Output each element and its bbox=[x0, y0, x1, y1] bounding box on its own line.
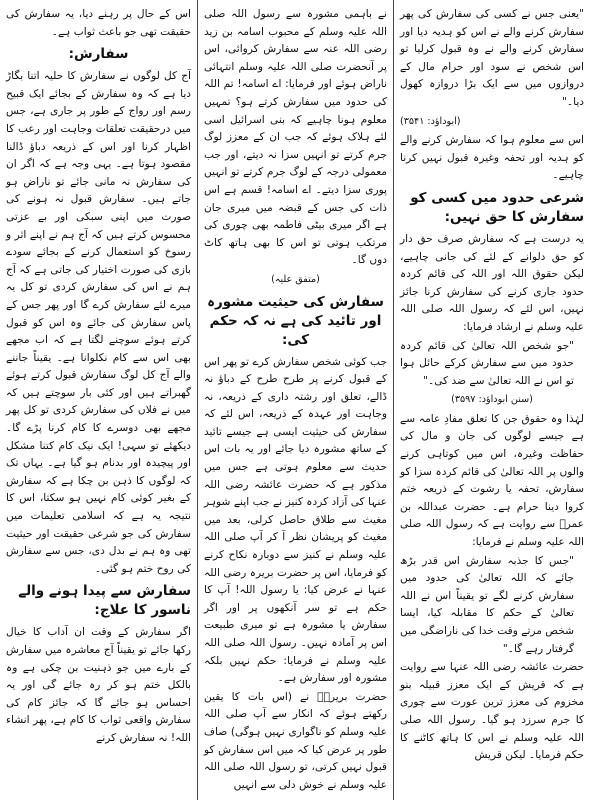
column-right bbox=[394, 0, 590, 800]
section-heading: سفارش کی حیثیت مشورہ اور تائید کی ہے نہ کہ حکم کی: bbox=[207, 293, 384, 348]
paragraph: حضرت عائشہ رضی اللہ عنہا سے روایت ہے کہ قریش کے ایک معزز قبیلہ بنو مخزوم کی معزز ترین عورت سے چوری کا جرم سرزد ہو گیا۔ رسول اللہ صلی اللہ علیہ وسلم نے اس کا ہاتھ کاٹنے کا حکم فرمایا۔ لیکن قریش bbox=[400, 661, 584, 762]
column-middle bbox=[197, 0, 394, 800]
hadith-quote: "جس کا جذبہ سفارش اس قدر بڑھ جائے کہ اللہ تعالیٰ کی حدود میں سفارش کرنے لگے تو یقیناً اس نے اللہ تعالیٰ کے حکم کا مقابلہ کیا، ایسا شخص مرتے وقت خدا کی ناراضگی میں گرفتار رہے گا۔" bbox=[400, 554, 574, 655]
paragraph: اس سے معلوم ہوا کہ سفارش کرنے والے کو ہدیہ اور تحفہ وغیرہ قبول نہیں کرنا چاہیے۔ bbox=[400, 134, 584, 182]
section-heading: سفارش: bbox=[68, 46, 129, 63]
hadith-quote: "جو شخص اللہ تعالیٰ کی قائم کردہ حدود میں سے سفارش کرکے حائل ہوا تو اس نے اللہ تعالیٰ سے ضد کی۔" bbox=[400, 339, 574, 387]
paragraph: حضرت بریرہؓ نے (اس بات کا یقین رکھتے ہوئے کہ انکار سے آپ صلی اللہ علیہ وسلم کو ناگواری نہیں ہوگی) صاف طور پر عرض کیا کہ میں اس سفارش کو قبول نہیں کرتی، تو رسول اللہ صلی اللہ علیہ وسلم نے خوش دلی سے انہیں bbox=[204, 690, 387, 791]
reference: (سنن ابوداؤد: ۳۵۹۷) bbox=[451, 394, 533, 406]
reference: (متفق علیہ) bbox=[271, 273, 320, 285]
paragraph: "یعنی جس نے کسی کی سفارش کی پھر سفارش کرنے والے نے اس کو ہدیہ دیا اور سفارش کرنے والے نے وہ قبول کرلیا تو اس شخص نے سود اور حرام مال کے دروازوں میں سے ایک بڑا دروازہ کھول دیا۔" bbox=[400, 8, 584, 108]
column-left bbox=[0, 0, 197, 800]
reference: (ابوداؤد: ۳۵۴۱) bbox=[400, 115, 461, 127]
paragraph: یہ درست ہے کہ سفارش صرف حق دار کو حق دلوانے کے لئے کی جانی چاہیے، لیکن حقوق اللہ اور اللہ کی قائم کردہ حدود جاری کرنے کی سفارش کرنا جائز نہیں، اس لئے کہ رسول اللہ صلی اللہ علیہ وسلم نے ارشاد فرمایا: bbox=[400, 232, 584, 333]
section-heading: شرعی حدود میں کسی کو سفارش کا حق نہیں: bbox=[410, 189, 584, 225]
paragraph: اس کے حال پر رہنے دیا، یہ سفارش کی حقیقت تھی جو باعث ثواب ہے۔ bbox=[6, 8, 191, 38]
paragraph: اگر سفارش کے وقت ان آداب کا خیال رکھا جائے تو یقیناً آج معاشرہ میں سفارش کے بارے میں جو ذہنیت بن چکی ہے وہ بالکل ختم ہو کر رہ جائے گی اور یہ احساس ہو جائے گا کہ جائز کام کی سفارش واقعی ثواب کا کام ہے، پھر انشاء اللہ! نہ سفارش کرنے bbox=[6, 626, 191, 744]
paragraph: لہٰذا وہ حقوق جن کا تعلق مفادِ عامہ سے ہے جیسے لوگوں کی جان و مال کی حفاظت وغیرہ، اس میں کوتاہی کرنے والوں پر اللہ تعالیٰ کی قائم کردہ سزا کو سفارش، تحفہ یا رشوت کے ذریعہ ختم کروا دینا حرام ہے۔ حضرت عبداللہ بن عمرؓ سے روایت ہے کہ رسول اللہ صلی اللہ علیہ وسلم نے فرمایا: bbox=[400, 412, 584, 549]
paragraph: جب کوئی شخص سفارش کرے تو پھر اس کے قبول کرنے پر طرح طرح کے دباؤ نہ ڈالے، تعلق اور رشتہ داری کے ذریعہ، نہ وجاہت اور عہدہ کے ذریعہ، اس لئے کہ سفارش کی حیثیت ایسی ہے جیسے تائید کے ساتھ مشورہ دیا جائے اور یہ بات اس حدیث سے معلوم ہوتی ہے جس میں مذکور ہے کہ حضرت عائشہ رضی اللہ عنہا کی آزاد کردہ کنیز نے جب اپنے شوہر مغیث سے طلاق حاصل کرلی، بعد میں مغیث کو پریشان نظر آ کر آپ صلی اللہ علیہ وسلم نے کنیز سے دوبارہ نکاح کرنے کو فرمایا، اس پر حضرت بریرہ رضی اللہ عنہا نے عرض کیا: یا رسول اللہ! آپ کا حکم ہے تو سر آنکھوں پر اور اگر سفارش یا مشورہ ہے تو میری طبیعت اس پر آمادہ نہیں۔ رسول اللہ صلی اللہ علیہ وسلم نے فرمایا: حکم نہیں بلکہ مشورہ اور سفارش ہے۔ bbox=[204, 355, 387, 685]
paragraph: نے باہمی مشورہ سے رسول اللہ صلی اللہ علیہ وسلم کے محبوب اسامہ بن زید رضی اللہ عنہ سے سفارش کروائی، اس پر آنحضرت صلی اللہ علیہ وسلم انتہائی ناراض ہوئے اور فرمایا: اے اسامہ! تم اللہ کی حدود میں سفارش کرتے ہو؟ تمہیں معلوم ہونا چاہیے کہ بنی اسرائیل اسی لئے ہلاک ہوئے کہ جب ان کے معزز لوگ جرم کرتے تو انہیں سزا نہ دیتے، اور جب معمولی درجہ کے لوگ جرم کرتے تو انہیں پوری سزا دیتے۔ اے اسامہ! قسم ہے اس ذات کی جس کے قبضہ میں میری جان ہے اگر میری بیٹی فاطمہ بھی چوری کی مرتکب ہوتی تو اس کا بھی ہاتھ کاٹ دوں گا۔ bbox=[204, 8, 387, 267]
section-heading: سفارش سے پیدا ہونے والے ناسور کا علاج: bbox=[18, 583, 191, 619]
paragraph: آج کل لوگوں نے سفارش کا حلیہ اتنا بگاڑ دیا ہے کہ وہ سفارش کے بجائے ایک قبیح رسم اور رواج کے طور پر جاری ہے، جس میں درحقیقت تعلقات وجاہت اور رعب کا اظہار کرنا اور اس کے ذریعہ دباؤ ڈالنا مقصود ہوتا ہے۔ یہی وجہ ہے کہ اگر ان کی سفارش نہ مانی جائے تو ناراض ہو جاتے ہیں۔ سفارش قبول نہ ہونے کی صورت میں اپنی سبکی اور بے عزتی محسوس کرتے ہیں کہ آج ہم نے اپنے اثر و رسوخ کو استعمال کرنے کے بجائے سودے بازی کی صورت اختیار کی جاتی ہے کہ آج ہم نے اس کی سفارش کردی تو کل یہ میرے لئے سفارش کرے گا اور پھر جس کے پاس سفارش کی جائے وہ اس کو قبول کرتے ہوئے سوچنے لگتا ہے کہ اب مجھے بھی اس سے کام نکلوانا ہے۔ یقیناً جاننے والے آج کل لوگ سفارش قبول کرتے ہوئے گھبراتے ہیں اور کئی بار سوچتے ہیں کہ میں نے فلاں کی سفارش کردی تو کل پھر مجھے بھی دوسرے کا کام کرنا پڑے گا۔ دیکھئے تو سہی! ایک نیک کام کتنا مشکل اور پیچیدہ اور بدنام ہو گیا ہے۔ یہاں تک کہ لوگوں کا ذہن بن چکا ہے کہ سفارش کے بغیر کوئی کام نہیں ہو سکتا، اس کا نتیجہ یہ ہے کہ اسلامی تعلیمات میں سفارش کی جو شرعی حقیقت اور حیثیت تھی وہ ہم نے بدل دی، جس سے سفارش کی روح ختم ہو گئی۔ bbox=[6, 70, 191, 575]
